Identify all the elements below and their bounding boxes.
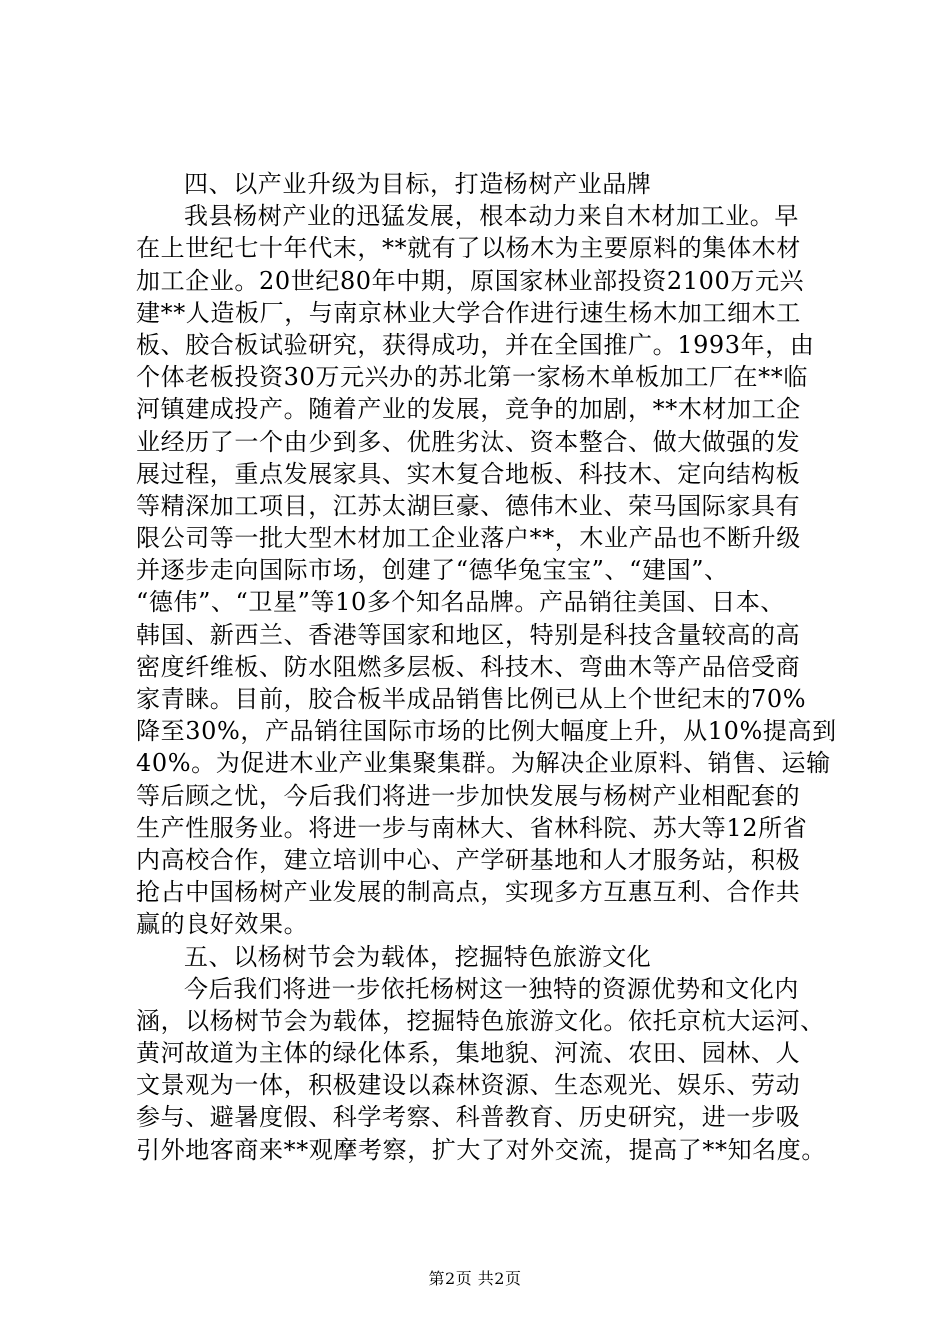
paragraph-line: “德伟”、“卫星”等10多个知名品牌。产品销往美国、日本、 [136,588,786,617]
paragraph-line: 在上世纪七十年代末，**就有了以杨木为主要原料的集体木材 [136,234,801,263]
paragraph-line: 韩国、新西兰、香港等国家和地区，特别是科技含量较高的高 [136,620,801,649]
section-heading-4: 四、以产业升级为目标，打造杨树产业品牌 [184,170,652,198]
paragraph-line: 降至30%，产品销往国际市场的比例大幅度上升，从10%提高到 [136,717,837,746]
document-body [136,168,836,1166]
paragraph-line: 生产性服务业。将进一步与南林大、省林科院、苏大等12所省 [136,813,808,842]
page-footer [0,1268,950,1290]
paragraph-line: 抢占中国杨树产业发展的制高点，实现多方互惠互利、合作共 [136,878,801,907]
paragraph-line: 参与、避暑度假、科学考察、科普教育、历史研究，进一步吸 [136,1103,801,1132]
paragraph-line: 内高校合作，建立培训中心、产学研基地和人才服务站，积极 [136,845,801,874]
page-number-label: 第2页 共2页 [428,1269,522,1288]
paragraph-line: 河镇建成投产。随着产业的发展，竞争的加剧，**木材加工企 [136,395,801,424]
paragraph-line: 并逐步走向国际市场，创建了“德华兔宝宝”、“建国”、 [136,556,729,585]
paragraph-line: 限公司等一批大型木材加工企业落户**，木业产品也不断升级 [136,524,801,553]
paragraph-line: 密度纤维板、防水阻燃多层板、科技木、弯曲木等产品倍受商 [136,652,801,681]
paragraph-line: 个体老板投资30万元兴办的苏北第一家杨木单板加工厂在**临 [136,363,808,392]
paragraph-line: 业经历了一个由少到多、优胜劣汰、资本整合、做大做强的发 [136,427,801,456]
paragraph-line: 黄河故道为主体的绿化体系，集地貌、河流、农田、园林、人 [136,1039,801,1068]
paragraph-line: 今后我们将进一步依托杨树这一独特的资源优势和文化内 [184,974,799,1003]
paragraph-line: 引外地客商来**观摩考察，扩大了对外交流，提高了**知名度。 [136,1135,826,1164]
paragraph-line: 建**人造板厂，与南京林业大学合作进行速生杨木加工细木工 [136,298,801,327]
paragraph-line: 加工企业。20世纪80年中期，原国家林业部投资2100万元兴 [136,266,805,295]
paragraph-line: 文景观为一体，积极建设以森林资源、生态观光、娱乐、劳动 [136,1071,801,1100]
paragraph-line: 40%。为促进木业产业集聚集群。为解决企业原料、销售、运输 [136,749,831,778]
paragraph-line: 展过程，重点发展家具、实木复合地板、科技木、定向结构板 [136,459,801,488]
paragraph-line: 涵，以杨树节会为载体，挖掘特色旅游文化。依托京杭大运河、 [136,1006,825,1035]
paragraph-line: 家青睐。目前，胶合板半成品销售比例已从上个世纪末的70% [136,685,807,713]
paragraph-line: 赢的良好效果。 [136,910,309,939]
paragraph-line: 等后顾之忧，今后我们将进一步加快发展与杨树产业相配套的 [136,781,801,810]
paragraph-line: 板、胶合板试验研究，获得成功，并在全国推广。1993年，由 [136,330,815,359]
section-heading-5: 五、以杨树节会为载体，挖掘特色旅游文化 [184,942,652,971]
paragraph-line: 等精深加工项目，江苏太湖巨豪、德伟木业、荣马国际家具有 [136,491,801,520]
paragraph-line: 我县杨树产业的迅猛发展，根本动力来自木材加工业。早 [184,202,799,231]
